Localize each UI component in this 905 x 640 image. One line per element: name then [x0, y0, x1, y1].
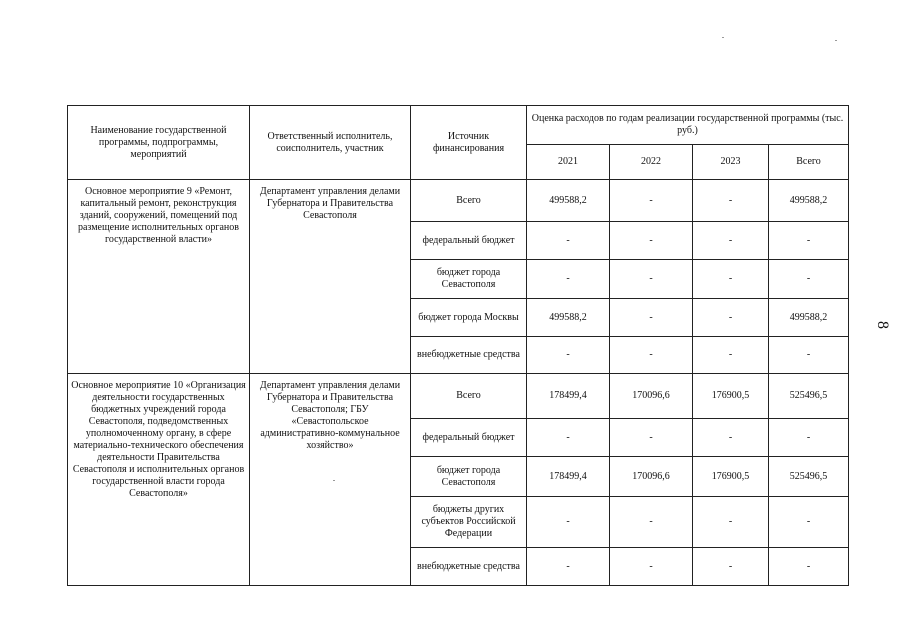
value-total: -: [769, 548, 849, 586]
table-row: [68, 180, 849, 222]
value-2021: 499588,2: [527, 299, 610, 337]
value-total: -: [769, 222, 849, 260]
measure-responsible: Департамент управления делами Губернатора и Правительства Севастополя; ГБУ «Севастопольское административно-коммунальное хозяйство»: [250, 374, 411, 586]
value-2023: -: [693, 299, 769, 337]
header-estimate-col: Оценка расходов по годам реализации государственной программы (тыс. руб.): [527, 106, 849, 145]
value-total: 525496,5: [769, 374, 849, 419]
funding-source: федеральный бюджет: [411, 419, 527, 457]
value-total: 499588,2: [769, 180, 849, 222]
value-2022: -: [610, 548, 693, 586]
funding-source: федеральный бюджет: [411, 222, 527, 260]
value-2021: 178499,4: [527, 457, 610, 497]
header-responsible-col: Ответственный исполнитель, соисполнитель, участник: [250, 106, 411, 180]
funding-source: Всего: [411, 374, 527, 419]
funding-source: бюджет города Севастополя: [411, 260, 527, 299]
value-2021: -: [527, 497, 610, 548]
value-2023: -: [693, 222, 769, 260]
value-2021: -: [527, 548, 610, 586]
value-2022: 170096,6: [610, 374, 693, 419]
scan-speck: [722, 37, 724, 38]
value-2021: -: [527, 419, 610, 457]
header-source-col: Источник финансирования: [411, 106, 527, 180]
page-number: 8: [874, 321, 891, 329]
table-row: [68, 374, 849, 419]
value-2021: -: [527, 260, 610, 299]
funding-source: внебюджетные средства: [411, 548, 527, 586]
value-2023: -: [693, 260, 769, 299]
funding-source: бюджет города Москвы: [411, 299, 527, 337]
value-2022: -: [610, 299, 693, 337]
value-2021: -: [527, 222, 610, 260]
value-2022: -: [610, 497, 693, 548]
header-year-2021: 2021: [527, 145, 610, 180]
value-2022: 170096,6: [610, 457, 693, 497]
value-total: -: [769, 260, 849, 299]
value-2021: 499588,2: [527, 180, 610, 222]
value-2022: -: [610, 419, 693, 457]
funding-source: Всего: [411, 180, 527, 222]
value-2023: -: [693, 548, 769, 586]
scan-speck: [333, 480, 335, 481]
funding-source: внебюджетные средства: [411, 337, 527, 374]
measure-responsible: Департамент управления делами Губернатора и Правительства Севастополя: [250, 180, 411, 374]
value-total: -: [769, 497, 849, 548]
value-total: 525496,5: [769, 457, 849, 497]
value-2023: -: [693, 419, 769, 457]
header-row: [68, 106, 849, 145]
value-2022: -: [610, 260, 693, 299]
measure-name: Основное мероприятие 10 «Организация деятельности государственных бюджетных учреждений города Севастополя, подведомственных уполномоченному органу, в сфере материально-технического обеспечения деятельности Правительства Севастополя и исполнительных органов государственной власти города Севастополя»: [68, 374, 250, 586]
header-year-2023: 2023: [693, 145, 769, 180]
value-total: -: [769, 337, 849, 374]
value-2022: -: [610, 180, 693, 222]
value-total: -: [769, 419, 849, 457]
header-year-total: Всего: [769, 145, 849, 180]
value-2022: -: [610, 337, 693, 374]
value-2021: -: [527, 337, 610, 374]
measure-name: Основное мероприятие 9 «Ремонт, капитальный ремонт, реконструкция зданий, сооружений, помещений под размещение исполнительных органов государственной власти»: [68, 180, 250, 374]
value-2023: -: [693, 337, 769, 374]
funding-source: бюджеты других субъектов Российской Федерации: [411, 497, 527, 548]
value-2021: 178499,4: [527, 374, 610, 419]
value-total: 499588,2: [769, 299, 849, 337]
funding-source: бюджет города Севастополя: [411, 457, 527, 497]
expenditure-table: [67, 105, 849, 586]
value-2022: -: [610, 222, 693, 260]
value-2023: 176900,5: [693, 457, 769, 497]
header-year-2022: 2022: [610, 145, 693, 180]
value-2023: 176900,5: [693, 374, 769, 419]
value-2023: -: [693, 497, 769, 548]
scan-speck: [835, 40, 837, 41]
header-name-col: Наименование государственной программы, подпрограммы, мероприятий: [68, 106, 250, 180]
value-2023: -: [693, 180, 769, 222]
